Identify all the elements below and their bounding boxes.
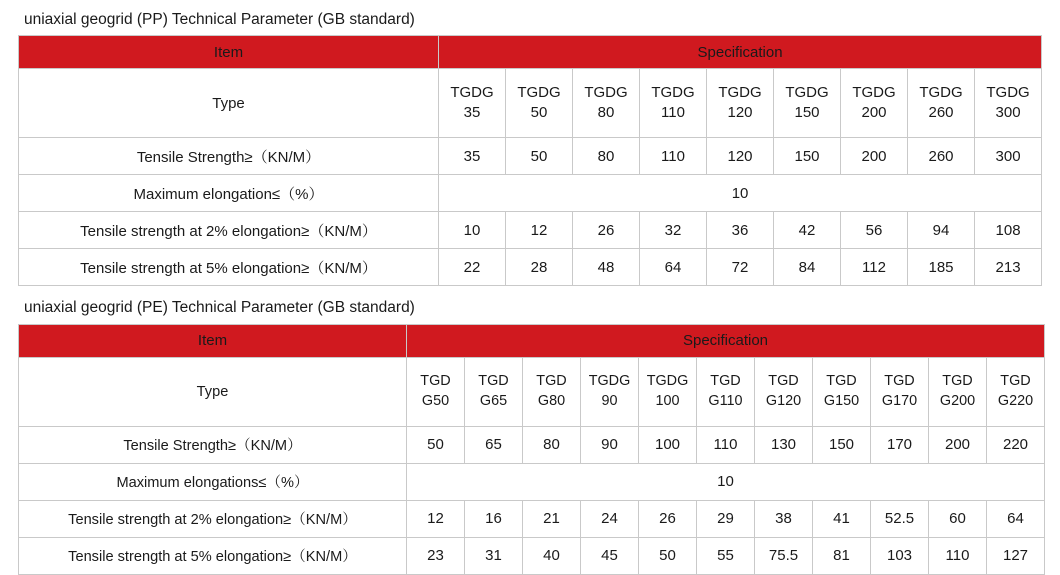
- table-cell: 110: [697, 426, 755, 463]
- spec-table-pp: [18, 35, 1042, 286]
- model-prefix: TGD: [420, 373, 451, 390]
- table-cell: 64: [987, 500, 1045, 537]
- row-label: Tensile strength at 5% elongation≥（KN/M）: [19, 537, 407, 574]
- table-cell: 72: [707, 249, 774, 286]
- table-row: [19, 500, 1045, 537]
- row-label: Maximum elongations≤（%）: [19, 463, 407, 500]
- model-cell: [774, 69, 841, 138]
- table-cell: 45: [581, 537, 639, 574]
- model-cell: [755, 357, 813, 426]
- model-cell: [465, 357, 523, 426]
- row-label: Tensile Strength≥（KN/M）: [19, 426, 407, 463]
- model-cell: [506, 69, 573, 138]
- table-cell: 130: [755, 426, 813, 463]
- table-cell: 31: [465, 537, 523, 574]
- model-prefix: TGDG: [919, 84, 963, 101]
- table-cell: 185: [908, 249, 975, 286]
- row-label: Maximum elongation≤（%）: [19, 175, 439, 212]
- model-prefix: TGDG: [852, 84, 896, 101]
- model-number: 260: [928, 104, 954, 122]
- table-row: [19, 175, 1042, 212]
- table-cell: 26: [573, 212, 640, 249]
- model-number: 200: [861, 104, 887, 122]
- model-number: G50: [421, 392, 450, 409]
- table-cell: 52.5: [871, 500, 929, 537]
- model-prefix: TGDG: [517, 84, 561, 101]
- table-header-row: [19, 36, 1042, 69]
- table-spacer: [18, 286, 1042, 294]
- table-cell: 300: [975, 138, 1042, 175]
- model-cell: [707, 69, 774, 138]
- model-prefix: TGDG: [450, 84, 494, 101]
- spec-table-pe: [18, 324, 1045, 575]
- table-cell: 110: [640, 138, 707, 175]
- model-number: 100: [655, 392, 680, 409]
- table-cell: 42: [774, 212, 841, 249]
- model-number: 35: [463, 104, 481, 122]
- table-cell: 28: [506, 249, 573, 286]
- table-cell: 127: [987, 537, 1045, 574]
- table-header-row: [19, 324, 1045, 357]
- table-cell: 64: [640, 249, 707, 286]
- table-row: [19, 426, 1045, 463]
- model-number: 80: [597, 104, 615, 122]
- model-prefix: TGDG: [785, 84, 829, 101]
- table-cell: 26: [639, 500, 697, 537]
- table-cell: 110: [929, 537, 987, 574]
- model-number: 300: [995, 104, 1021, 122]
- model-cell: [407, 357, 465, 426]
- table-cell: 200: [929, 426, 987, 463]
- table-cell: 50: [639, 537, 697, 574]
- model-cell: [573, 69, 640, 138]
- row-label: Tensile strength at 5% elongation≥（KN/M）: [19, 249, 439, 286]
- model-number: G220: [997, 392, 1034, 409]
- table-cell: 150: [813, 426, 871, 463]
- table-cell-merged: 10: [439, 175, 1042, 212]
- table-cell: 75.5: [755, 537, 813, 574]
- table-cell: 200: [841, 138, 908, 175]
- table-cell: 36: [707, 212, 774, 249]
- model-number: G150: [823, 392, 860, 409]
- row-label-type: Type: [19, 357, 407, 426]
- table-cell: 12: [506, 212, 573, 249]
- table-row: [19, 463, 1045, 500]
- model-number: 150: [794, 104, 820, 122]
- model-cell: [871, 357, 929, 426]
- table-row: [19, 212, 1042, 249]
- model-number: 110: [661, 104, 685, 122]
- model-number: G65: [479, 392, 508, 409]
- table-cell: 150: [774, 138, 841, 175]
- model-prefix: TGDG: [718, 84, 762, 101]
- model-prefix: TGD: [942, 373, 973, 390]
- model-cell: [523, 357, 581, 426]
- model-number: G120: [765, 392, 802, 409]
- table-cell: 60: [929, 500, 987, 537]
- model-number: G80: [537, 392, 566, 409]
- table-cell: 12: [407, 500, 465, 537]
- model-number: 120: [727, 104, 753, 122]
- table-cell: 41: [813, 500, 871, 537]
- model-number: G200: [939, 392, 976, 409]
- table-cell-merged: 10: [407, 463, 1045, 500]
- table-cell: 16: [465, 500, 523, 537]
- table-cell: 50: [506, 138, 573, 175]
- table-cell: 260: [908, 138, 975, 175]
- model-cell: [975, 69, 1042, 138]
- header-item: Item: [19, 324, 407, 357]
- table-cell: 80: [523, 426, 581, 463]
- model-prefix: TGD: [710, 373, 741, 390]
- table-cell: 65: [465, 426, 523, 463]
- table-cell: 170: [871, 426, 929, 463]
- table-row-type: [19, 69, 1042, 138]
- model-prefix: TGDG: [651, 84, 695, 101]
- model-number: G170: [881, 392, 918, 409]
- table-cell: 40: [523, 537, 581, 574]
- table-cell: 112: [841, 249, 908, 286]
- table-cell: 213: [975, 249, 1042, 286]
- table-caption-pp: uniaxial geogrid (PP) Technical Parameter (GB standard): [24, 11, 415, 28]
- table-row: [19, 249, 1042, 286]
- table-cell: 22: [439, 249, 506, 286]
- table-cell: 55: [697, 537, 755, 574]
- table-cell: 120: [707, 138, 774, 175]
- model-cell: [697, 357, 755, 426]
- model-prefix: TGDG: [986, 84, 1030, 101]
- table-cell: 100: [639, 426, 697, 463]
- table-caption-pe: uniaxial geogrid (PE) Technical Parameter (GB standard): [24, 299, 415, 317]
- model-prefix: TGD: [826, 373, 857, 390]
- table-cell: 81: [813, 537, 871, 574]
- table-cell: 103: [871, 537, 929, 574]
- table-cell: 220: [987, 426, 1045, 463]
- row-label: Tensile strength at 2% elongation≥（KN/M）: [19, 500, 407, 537]
- model-cell: [841, 69, 908, 138]
- table-row-type: [19, 357, 1045, 426]
- model-prefix: TGD: [1000, 373, 1031, 390]
- table-cell: 24: [581, 500, 639, 537]
- table-cell: 10: [439, 212, 506, 249]
- table-cell: 29: [697, 500, 755, 537]
- table-cell: 50: [407, 426, 465, 463]
- model-cell: [581, 357, 639, 426]
- model-prefix: TGD: [768, 373, 799, 390]
- row-label: Tensile strength at 2% elongation≥（KN/M）: [19, 212, 439, 249]
- model-cell: [640, 69, 707, 138]
- table-cell: 94: [908, 212, 975, 249]
- model-prefix: TGDG: [584, 84, 628, 101]
- model-prefix: TGDG: [588, 373, 631, 390]
- table-cell: 35: [439, 138, 506, 175]
- model-cell: [639, 357, 697, 426]
- table-cell: 108: [975, 212, 1042, 249]
- model-prefix: TGD: [884, 373, 915, 390]
- table-cell: 38: [755, 500, 813, 537]
- model-prefix: TGD: [478, 373, 509, 390]
- table-cell: 32: [640, 212, 707, 249]
- row-label-type: Type: [19, 69, 439, 138]
- model-cell: [987, 357, 1045, 426]
- model-number: 90: [601, 392, 618, 409]
- row-label: Tensile Strength≥（KN/M）: [19, 138, 439, 175]
- header-item: Item: [19, 36, 439, 69]
- model-prefix: TGD: [536, 373, 567, 390]
- table-cell: 23: [407, 537, 465, 574]
- table-row: [19, 537, 1045, 574]
- table-cell: 90: [581, 426, 639, 463]
- table-cell: 84: [774, 249, 841, 286]
- header-specification: Specification: [407, 324, 1045, 357]
- table-cell: 21: [523, 500, 581, 537]
- model-number: 50: [530, 104, 548, 122]
- model-prefix: TGDG: [646, 373, 689, 390]
- header-specification: Specification: [439, 36, 1042, 69]
- model-number: G110: [708, 392, 743, 409]
- table-cell: 80: [573, 138, 640, 175]
- model-cell: [439, 69, 506, 138]
- table-row: [19, 138, 1042, 175]
- model-cell: [813, 357, 871, 426]
- table-cell: 56: [841, 212, 908, 249]
- table-cell: 48: [573, 249, 640, 286]
- model-cell: [908, 69, 975, 138]
- model-cell: [929, 357, 987, 426]
